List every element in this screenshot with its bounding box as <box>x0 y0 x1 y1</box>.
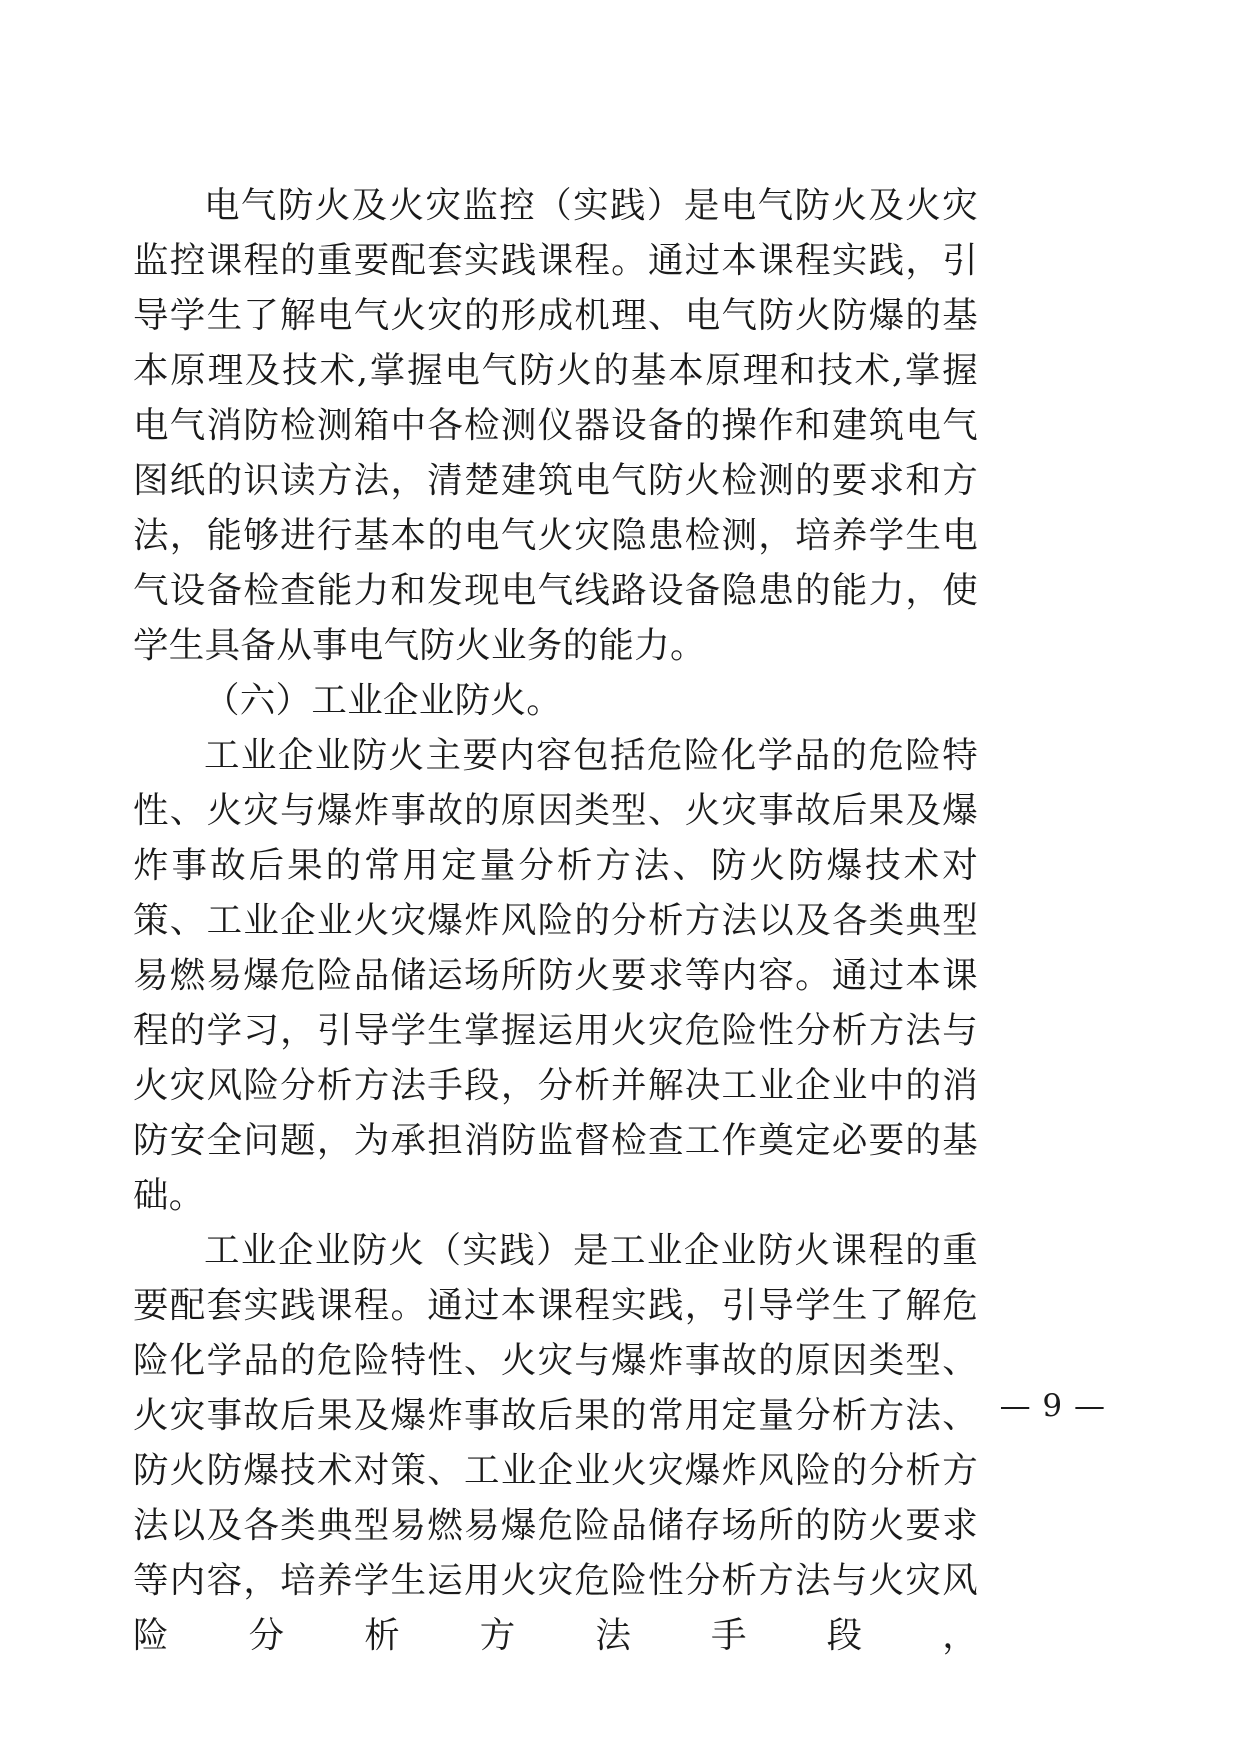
page-number: — 9 — <box>999 1388 1106 1424</box>
page-body-text <box>133 178 978 1663</box>
paragraph-industrial-enterprise-fire-prevention-overview: 工业企业防火主要内容包括危险化学品的危险特性、火灾与爆炸事故的原因类型、火灾事故后果及爆炸事故后果的常用定量分析方法、防火防爆技术对策、工业企业火灾爆炸风险的分析方法以及各类典型易燃易爆危险品储运场所防火要求等内容。通过本课程的学习，引导学生掌握运用火灾危险性分析方法与火灾风险分析方法手段，分析并解决工业企业中的消防安全问题，为承担消防监督检查工作奠定必要的基础。 <box>133 735 978 1216</box>
heading-six-industrial-enterprise-fire-prevention: （六）工业企业防火。 <box>204 680 563 721</box>
paragraph-electrical-fire-practice: 电气防火及火灾监控（实践）是电气防火及火灾监控课程的重要配套实践课程。通过本课程实践，引导学生了解电气火灾的形成机理、电气防火防爆的基本原理及技术,掌握电气防火的基本原理和技术,掌握电气消防检测箱中各检测仪器设备的操作和建筑电气图纸的识读方法，清楚建筑电气防火检测的要求和方法，能够进行基本的电气火灾隐患检测，培养学生电气设备检查能力和发现电气线路设备隐患的能力，使学生具备从事电气防火业务的能力。 <box>133 185 978 666</box>
paragraph-industrial-enterprise-fire-prevention-practice: 工业企业防火（实践）是工业企业防火课程的重要配套实践课程。通过本课程实践，引导学生了解危险化学品的危险特性、火灾与爆炸事故的原因类型、火灾事故后果及爆炸事故后果的常用定量分析方法、防火防爆技术对策、工业企业火灾爆炸风险的分析方法以及各类典型易燃易爆危险品储存场所的防火要求等内容，培养学生运用火灾危险性分析方法与火灾风险分析方法手段， <box>133 1230 978 1656</box>
